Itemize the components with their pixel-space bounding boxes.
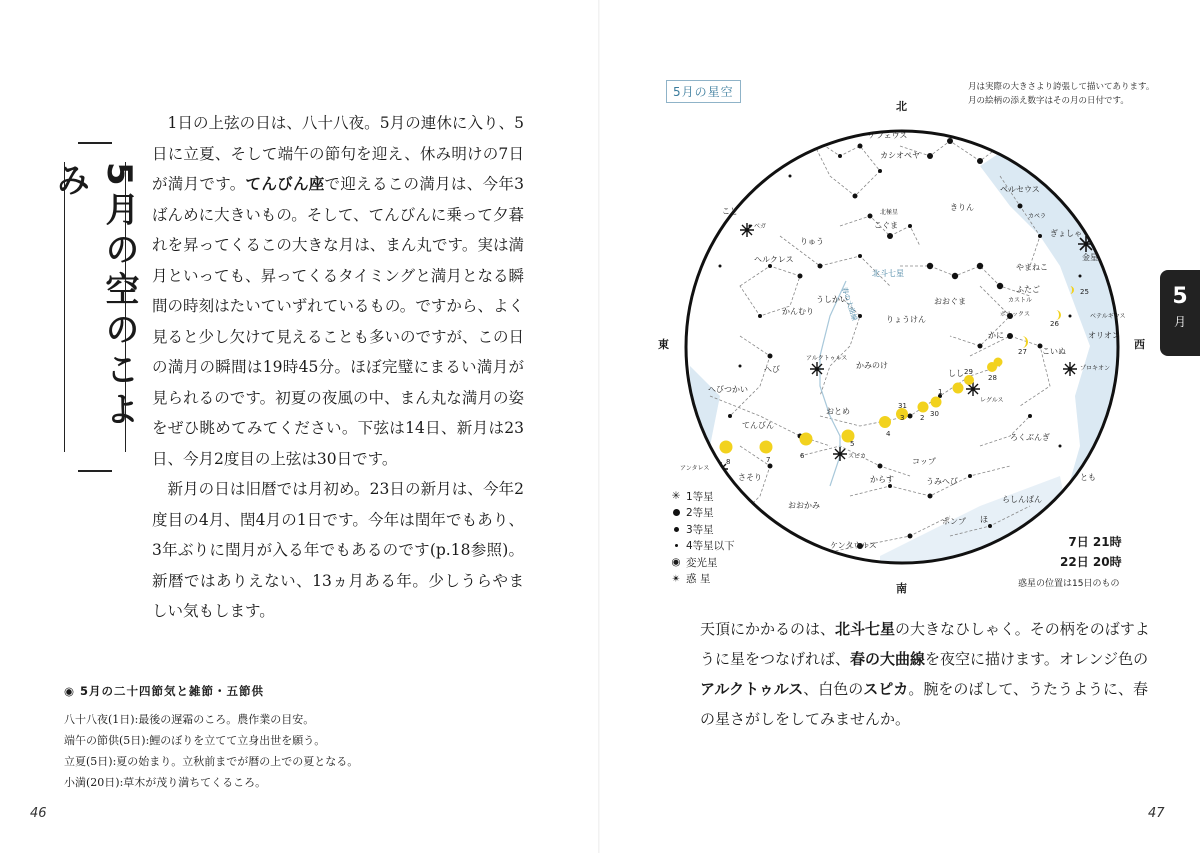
moon-date-label: 25 bbox=[1080, 288, 1089, 296]
page-number-left: 46 bbox=[30, 806, 47, 821]
page-number-right: 47 bbox=[1148, 806, 1165, 821]
constellation-label: かんむり bbox=[782, 307, 814, 316]
direction-north: 北 bbox=[896, 100, 907, 113]
constellation-label: ケンタウルス bbox=[830, 541, 877, 550]
moon-date-label: 26 bbox=[1050, 320, 1059, 328]
moon-date-label: 28 bbox=[988, 374, 997, 382]
star-label: ベガ bbox=[754, 223, 767, 230]
moon-date-label: 1 bbox=[938, 388, 943, 396]
notes-item: 端午の節供(5日):鯉のぼりを立てて立身出世を願う。 bbox=[64, 734, 326, 747]
constellation-label: りゅう bbox=[800, 237, 824, 246]
star-label: ベテルギウス bbox=[1090, 313, 1126, 320]
star-label: カストル bbox=[1008, 297, 1033, 304]
constellation-label: かに bbox=[988, 331, 1004, 340]
third-magnitude-icon bbox=[666, 527, 686, 532]
constellation-label: へび bbox=[764, 365, 780, 374]
chart-note: 月は実際の大きさより誇張して描いてあります。 月の絵柄の添え数字はその月の日付です。 bbox=[968, 82, 1155, 106]
constellation-label: とも bbox=[1080, 473, 1096, 482]
constellation-label: カシオペヤ bbox=[880, 151, 920, 160]
constellation-label: こぐま bbox=[874, 221, 898, 230]
constellation-label: オリオン bbox=[1088, 331, 1120, 340]
month-tab-number: 5 bbox=[1172, 284, 1188, 309]
constellation-label: さそり bbox=[738, 473, 762, 482]
star-label: アルクトゥルス bbox=[806, 355, 848, 362]
star-label: プロキオン bbox=[1080, 365, 1111, 372]
constellation-label: ヘルクレス bbox=[754, 255, 794, 264]
moon-date-label: 2 bbox=[920, 414, 925, 422]
direction-south: 南 bbox=[896, 582, 907, 595]
moon-date-label: 4 bbox=[886, 430, 891, 438]
month-tab bbox=[1160, 270, 1200, 356]
planet-label: 金星 bbox=[1082, 253, 1098, 262]
constellation-label: ぎょしゃ bbox=[1050, 229, 1082, 238]
constellation-label: らしんばん bbox=[1002, 495, 1042, 504]
first-magnitude-icon: ✳ bbox=[671, 490, 681, 503]
map-legend bbox=[666, 488, 735, 587]
fourth-magnitude-icon bbox=[666, 544, 686, 547]
direction-east: 東 bbox=[658, 338, 669, 351]
constellation-label: やまねこ bbox=[1016, 263, 1048, 272]
constellation-label: ふたご bbox=[1016, 285, 1040, 294]
star-label: カペラ bbox=[1028, 213, 1047, 220]
star-map bbox=[680, 116, 1126, 578]
moon-date-label: 8 bbox=[726, 458, 731, 466]
notes-item: 小満(20日):草木が茂り満ちてくるころ。 bbox=[64, 776, 267, 789]
title-box bbox=[50, 142, 139, 472]
legend-row: 3等星 bbox=[666, 521, 735, 538]
moon-date-label: 29 bbox=[964, 368, 973, 376]
second-magnitude-icon bbox=[666, 509, 686, 516]
constellation-label: へびつかい bbox=[708, 385, 748, 394]
constellation-label: こいぬ bbox=[1042, 347, 1066, 356]
title-rule-top bbox=[78, 142, 112, 144]
body-text bbox=[152, 108, 524, 627]
star-label: レグルス bbox=[980, 397, 1004, 404]
notes-item: 八十八夜(1日):最後の遅霜のころ。農作業の目安。 bbox=[64, 713, 315, 726]
month-tab-unit: 月 bbox=[1173, 315, 1186, 329]
chart-caption: 天頂にかかるのは、北斗七星の大きなひしゃく。その柄をのばすように星をつなげれば、春の大曲線を夜空に描けます。オレンジ色のアルクトゥルス、白色のスピカ。腕をのばして、うたうように、春の星さがしをしてみませんか。 bbox=[700, 620, 1150, 728]
variable-star-icon: ◉ bbox=[671, 556, 681, 569]
moon-date-label: 5 bbox=[850, 440, 855, 448]
sekki-notes bbox=[64, 683, 534, 793]
big-dipper-label: 北斗七星 bbox=[872, 269, 904, 278]
legend-row: ✳ 1等星 bbox=[666, 488, 735, 505]
bold-libra: てんびん座 bbox=[245, 175, 325, 193]
observation-times: 7日 21時 22日 20時 bbox=[1060, 535, 1122, 569]
constellation-label: おおぐま bbox=[934, 297, 966, 306]
planet-note: 惑星の位置は15日のもの bbox=[1018, 579, 1120, 589]
constellation-label: かみのけ bbox=[856, 361, 888, 370]
direction-west: 西 bbox=[1134, 338, 1145, 351]
moon-date-label: 30 bbox=[930, 410, 939, 418]
star-label: アンタレス bbox=[680, 465, 710, 472]
paragraph-2: 新月の日は旧暦では月初め。23日の新月は、今年2度目の4月、閏4月の1日です。今年は閏年でもあり、3年ぶりに閏月が入る年でもあるのです(p.18参照)。新暦ではありえない、13ヵ月ある年。少しうらやましい気もします。 bbox=[152, 480, 524, 620]
chart-tag: 5月の星空 bbox=[666, 80, 741, 103]
legend-row: 2等星 bbox=[666, 505, 735, 522]
constellation-label: うみへび bbox=[926, 477, 958, 486]
planet-icon: ✴ bbox=[671, 572, 681, 585]
legend-row: ◉ 変光星 bbox=[666, 554, 735, 571]
notes-item: 立夏(5日):夏の始まり。立秋前までが暦の上での夏となる。 bbox=[64, 755, 359, 768]
moon-date-label: 3 bbox=[900, 414, 905, 422]
constellation-label: ほ bbox=[980, 515, 988, 524]
star-label: ポルックス bbox=[1000, 311, 1030, 318]
constellation-label: こと bbox=[722, 207, 738, 216]
legend-row: ✴ 惑 星 bbox=[666, 571, 735, 588]
star-label: スピカ bbox=[848, 453, 867, 460]
constellation-label: ペルセウス bbox=[1000, 185, 1040, 194]
constellation-label: おとめ bbox=[826, 407, 850, 416]
constellation-label: りょうけん bbox=[886, 315, 926, 324]
constellation-label: しし bbox=[948, 369, 964, 378]
constellation-label: ケフェウス bbox=[868, 131, 908, 140]
constellation-label: ポンプ bbox=[942, 517, 966, 526]
notes-heading: ◉ 5月の二十四節気と雑節・五節供 bbox=[64, 684, 265, 698]
right-page bbox=[600, 0, 1200, 853]
constellation-label: おおかみ bbox=[788, 501, 820, 510]
constellation-label: きりん bbox=[950, 203, 974, 212]
page-title: 5月の空のこよみ bbox=[64, 162, 126, 452]
moon-date-label: 27 bbox=[1018, 348, 1027, 356]
constellation-label: コップ bbox=[912, 457, 936, 466]
moon-date-label: 31 bbox=[898, 402, 907, 410]
constellation-label: からす bbox=[870, 475, 894, 484]
legend-row: 4等星以下 bbox=[666, 538, 735, 555]
paragraph-1: 1日の上弦の日は、八十八夜。5月の連休に入り、5日に立夏、そして端午の節句を迎え、休み明けの7日が満月です。てんびん座で迎えるこの満月は、今年3ばんめに大きいもの。そして、てんびんに乗って夕暮れを昇ってくるこの大きな月は、まん丸です。実は満月といっても、昇ってくるタイミングと満月となる瞬間の時刻はたいていずれているもの。ですから、よく見ると少し欠けて見えることも多いのですが、この日の満月の瞬間は19時45分。ほぼ完璧にまるい満月が見られるのです。初夏の夜風の中、まん丸な満月の姿をぜひ眺めてみてください。下弦は14日、新月は23日、今月2度目の上弦は30日です。 bbox=[152, 114, 525, 468]
moon-date-label: 6 bbox=[800, 452, 805, 460]
constellation-label: ろくぶんぎ bbox=[1010, 433, 1050, 442]
star-label: 北極星 bbox=[880, 209, 899, 216]
constellation-label: うしかい bbox=[816, 295, 848, 304]
moon-date-label: 7 bbox=[766, 456, 771, 464]
spring-curve-label: 春の大曲線 bbox=[840, 286, 859, 322]
constellation-label: てんびん bbox=[742, 421, 774, 430]
title-rule-bottom bbox=[78, 470, 112, 472]
